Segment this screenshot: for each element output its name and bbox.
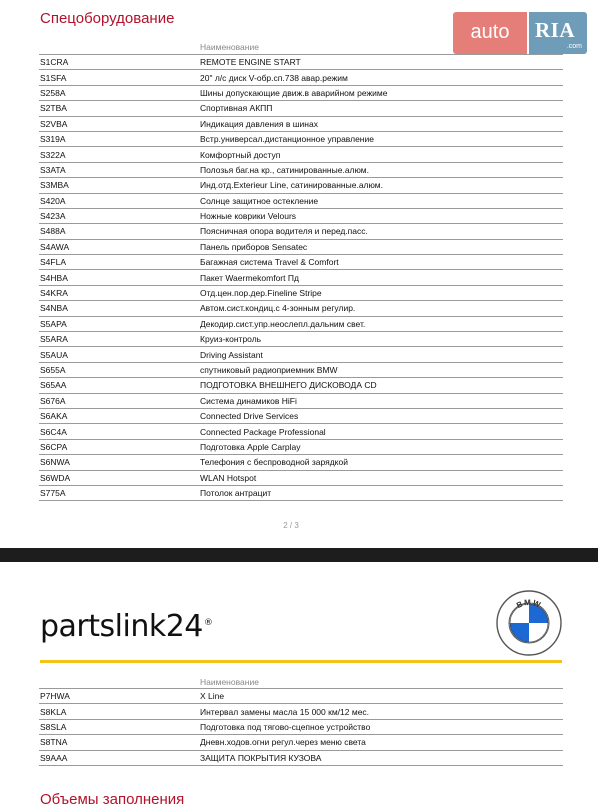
option-code: S2TBA [39,101,199,116]
equipment-table [39,54,563,501]
table-row [39,316,563,331]
table-row [39,704,563,719]
table-row [39,116,563,131]
option-code: S3MBA [39,178,199,193]
option-code: S5ARA [39,332,199,347]
table-row [39,239,563,254]
option-code: S3ATA [39,162,199,177]
option-name: Спортивная АКПП [199,101,563,116]
table-row [39,424,563,439]
option-name: Комфортный доступ [199,147,563,162]
option-name: Круиз-контроль [199,332,563,347]
table-row [39,362,563,377]
option-name: X Line [199,689,563,704]
watermark-ria-block [529,12,587,54]
option-code: S8KLA [39,704,199,719]
table-row [39,70,563,85]
table-row [39,55,563,70]
table-row [39,750,563,765]
option-code: S2VBA [39,116,199,131]
section-title: Спецоборудование [40,10,175,27]
option-code: S423A [39,208,199,223]
column-header-name-2: Наименование [200,677,259,687]
table-row [39,455,563,470]
option-name: Багажная система Travel & Comfort [199,255,563,270]
option-name: Ножные коврики Velours [199,208,563,223]
option-code: S6AKA [39,408,199,423]
table-row [39,393,563,408]
table-row [39,689,563,704]
option-code: S655A [39,362,199,377]
page-number: 2 / 3 [283,521,299,530]
option-name: Шины допускающие движ.в аварийном режиме [199,85,563,100]
watermark-ria-text: RIA [535,18,576,42]
option-code: S676A [39,393,199,408]
partslink24-logo [40,606,212,644]
option-code: S5AUA [39,347,199,362]
option-name: Полозья баг.на кр., сатинированные.алюм. [199,162,563,177]
option-code: S8TNA [39,735,199,750]
table-row [39,719,563,734]
option-name: Отд.цен.пор.дер.Fineline Stripe [199,285,563,300]
option-code: S319A [39,131,199,146]
table-row [39,301,563,316]
watermark-auto-text: auto [453,12,527,54]
table-row [39,224,563,239]
option-name: Подготовка Apple Carplay [199,439,563,454]
option-name: Встр.универсал.дистанционное управление [199,131,563,146]
option-name: Солнце защитное остекление [199,193,563,208]
yellow-rule [40,660,562,663]
option-code: P7HWA [39,689,199,704]
option-code: S6WDA [39,470,199,485]
table-row [39,439,563,454]
option-code: S488A [39,224,199,239]
bmw-letters: BMW [515,597,543,611]
option-name: Телефония с беспроводной зарядкой [199,455,563,470]
table-row [39,347,563,362]
option-code: S1SFA [39,70,199,85]
option-code: S420A [39,193,199,208]
option-code: S5APA [39,316,199,331]
option-name: Система динамиков HiFi [199,393,563,408]
table-row [39,735,563,750]
table-row [39,162,563,177]
option-code: S4KRA [39,285,199,300]
option-name: Поясничная опора водителя и перед.пасс. [199,224,563,239]
option-name: ПОДГОТОВКА ВНЕШНЕГО ДИСКОВОДА CD [199,378,563,393]
watermark-com-text: .com [566,43,582,50]
option-name: Дневн.ходов.огни регул.через меню света [199,735,563,750]
table-row [39,470,563,485]
option-name: REMOTE ENGINE START [199,55,563,70]
option-name: Потолок антрацит [199,485,563,500]
option-code: S65AA [39,378,199,393]
next-section-title: Объемы заполнения [40,791,185,808]
table-row [39,208,563,223]
option-name: Индикация давления в шинах [199,116,563,131]
option-code: S6CPA [39,439,199,454]
option-name: 20" л/с диск V-обр.сп.738 авар.режим [199,70,563,85]
option-code: S322A [39,147,199,162]
option-code: S4AWA [39,239,199,254]
option-code: S6NWA [39,455,199,470]
option-name: Connected Drive Services [199,408,563,423]
table-row [39,178,563,193]
option-name: Пакет Waermekomfort Пд [199,270,563,285]
option-code: S6C4A [39,424,199,439]
option-code: S4NBA [39,301,199,316]
table-row [39,255,563,270]
option-code: S775A [39,485,199,500]
option-name: ЗАЩИТА ПОКРЫТИЯ КУЗОВА [199,750,563,765]
table-row [39,193,563,208]
option-name: Декодир.сист.упр.неослепл.дальним свет. [199,316,563,331]
option-name: Connected Package Professional [199,424,563,439]
option-name: Driving Assistant [199,347,563,362]
option-code: S4HBA [39,270,199,285]
option-code: S9AAA [39,750,199,765]
column-header-name: Наименование [200,42,259,52]
option-name: WLAN Hotspot [199,470,563,485]
page-divider [0,548,598,562]
option-name: Панель приборов Sensatec [199,239,563,254]
table-row [39,147,563,162]
option-name: Автом.сист.кондиц.с 4-зонным регулир. [199,301,563,316]
table-row [39,85,563,100]
option-code: S1CRA [39,55,199,70]
option-name: спутниковый радиоприемник BMW [199,362,563,377]
table-row [39,101,563,116]
table-row [39,378,563,393]
registered-mark: ® [203,618,213,628]
logo-text: partslink24 [40,609,203,644]
table-row [39,485,563,500]
autoria-watermark [453,12,587,54]
option-code: S8SLA [39,719,199,734]
table-row [39,332,563,347]
option-code: S258A [39,85,199,100]
table-row [39,285,563,300]
option-name: Инд.отд.Exterieur Line, сатинированные.алюм. [199,178,563,193]
equipment-table-2 [39,688,563,766]
option-name: Интервал замены масла 15 000 км/12 мес. [199,704,563,719]
option-code: S4FLA [39,255,199,270]
table-row [39,131,563,146]
bmw-logo-icon [496,590,562,656]
document-page-3 [0,562,598,808]
option-name: Подготовка под тягово-сцепное устройство [199,719,563,734]
table-row [39,408,563,423]
table-row [39,270,563,285]
